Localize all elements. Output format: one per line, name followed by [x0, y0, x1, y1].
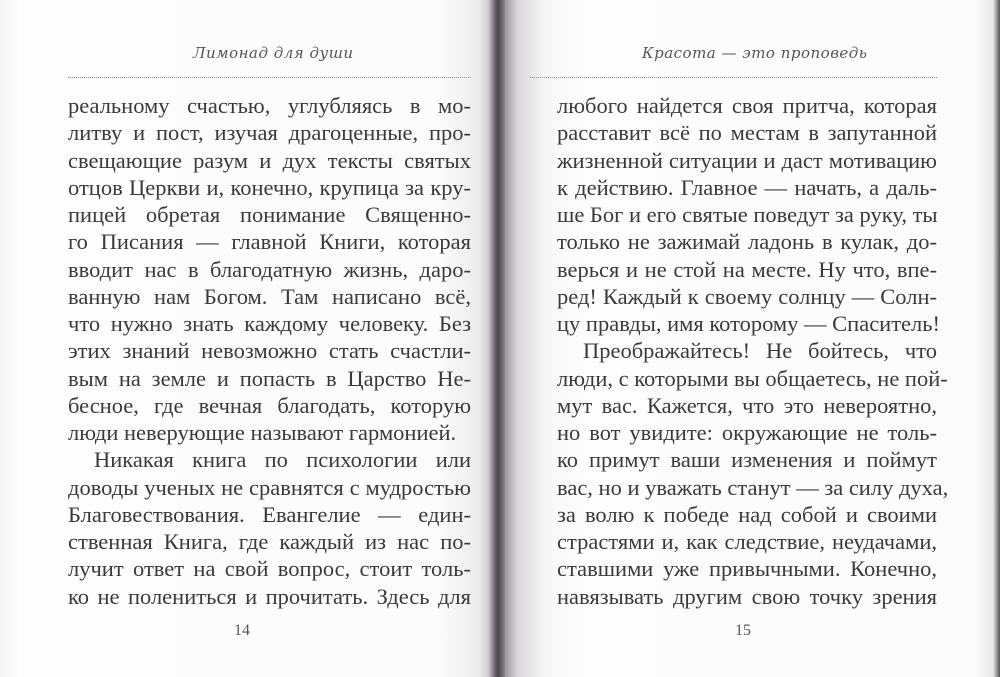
text-line: страстями и, как следствие, неудачами,: [557, 529, 937, 554]
text-line: к действию. Главное — начать, а даль-: [557, 174, 937, 200]
text-line: Благовествования. Евангелие — един-: [68, 501, 471, 527]
text-line: мут вас. Кажется, что это невероятно,: [557, 392, 937, 418]
text-line: ко примут ваши изменения и поймут: [557, 447, 937, 473]
body-text-left: [68, 92, 471, 610]
text-line: реальному счастью, углубляясь в мо-: [68, 93, 471, 118]
text-line: верься и не стой на месте. Ну что, впе-: [557, 256, 937, 282]
text-line: лучит ответ на свой вопрос, стоит толь-: [68, 556, 471, 582]
book-gutter: [488, 0, 505, 677]
text-line: пицей обретая понимание Священно-: [68, 202, 471, 227]
text-line: вым на земле и попасть в Царство Не-: [68, 365, 471, 391]
header-divider: [530, 77, 937, 78]
text-line: ред! Каждый к своему солнцу — Солн-: [557, 283, 937, 309]
text-line: только не зажимай ладонь в кулак, до-: [557, 229, 937, 255]
running-header-right: Красота — это проповедь: [642, 44, 868, 62]
text-line: жизненной ситуации и даст мотивацию: [557, 147, 937, 173]
page-number-right: 15: [735, 622, 751, 639]
text-line: бесное, где вечная благодать, которую: [68, 392, 471, 418]
text-line: люди, с которыми вы общаетесь, не пой-: [557, 365, 948, 391]
text-line: расставит всё по местам в запутанной: [557, 120, 937, 146]
text-line: ственная Книга, где каждый из нас по-: [68, 529, 471, 554]
text-line: люди неверующие называют гармонией.: [68, 420, 457, 445]
text-line: отцов Церкви и, конечно, крупица за кру-: [68, 174, 471, 200]
text-line: литву и пост, изучая драгоценные, про-: [68, 120, 471, 146]
text-line: свещающие разум и дух тексты святых: [68, 147, 471, 173]
text-line: этих знаний невозможно стать счастли-: [68, 338, 471, 364]
body-text-right: [557, 92, 949, 610]
text-line: ше Бог и его святые поведут за руку, ты: [557, 202, 938, 227]
text-line: вводит нас в благодатную жизнь, даро-: [68, 256, 471, 282]
text-line: что нужно знать каждому человеку. Без: [68, 311, 471, 336]
text-line: ванную нам Богом. Там написано всё,: [68, 283, 471, 309]
text-line: навязывать другим свою точку зрения: [557, 583, 937, 609]
text-line: цу правды, имя которому — Спаситель!: [557, 311, 941, 336]
page-number-left: 14: [234, 622, 250, 639]
text-line: за волю к победе над собой и своими: [557, 501, 937, 527]
text-line: го Писания — главной Книги, которая: [68, 229, 471, 255]
text-line: Преображайтесь! Не бойтесь, что: [583, 338, 937, 364]
text-line: Никакая книга по психологии или: [94, 447, 471, 473]
text-line: но вот увидите: окружающие не толь-: [557, 420, 937, 445]
text-line: вас, но и уважать станут — за силу духа,: [557, 474, 949, 500]
text-line: любого найдется своя притча, которая: [557, 93, 937, 118]
text-line: ставшими уже привычными. Конечно,: [557, 556, 937, 582]
right-page: [505, 0, 1000, 677]
left-page: [0, 0, 488, 677]
header-divider: [68, 77, 471, 78]
text-line: ко не полениться и прочитать. Здесь для: [68, 583, 471, 609]
text-line: доводы ученых не сравнятся с мудростью: [68, 474, 471, 500]
running-header-left: Лимонад для души: [193, 44, 354, 62]
